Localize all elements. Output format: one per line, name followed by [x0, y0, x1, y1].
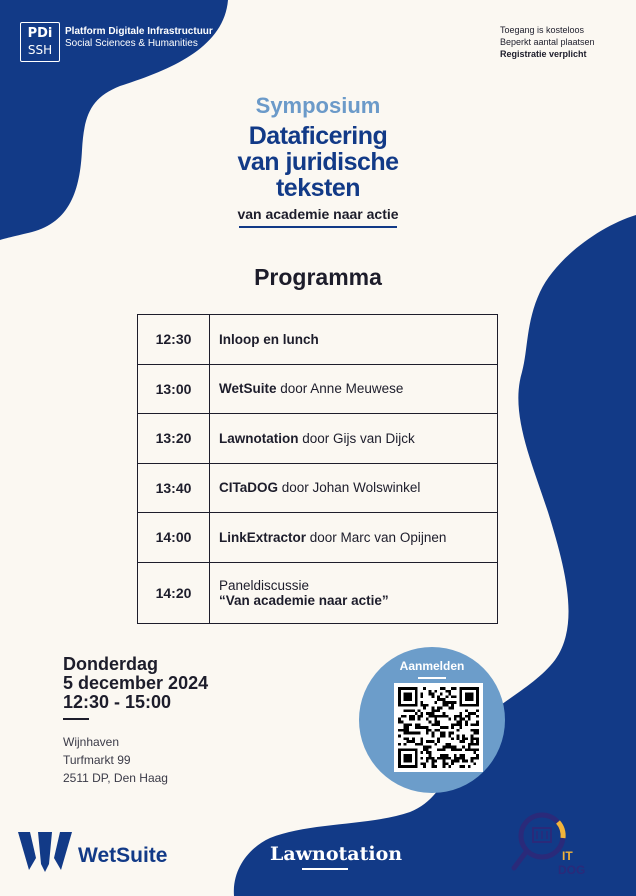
- citadog-text-dog: DOG: [558, 863, 586, 877]
- row-activity: [210, 513, 498, 563]
- event-kicker: Symposium: [255, 93, 381, 118]
- venue-address: [63, 733, 168, 787]
- event-time: 12:30 - 15:00: [63, 692, 172, 712]
- row-activity: [210, 463, 498, 513]
- activity-speaker: door Anne Meuwese: [276, 381, 404, 397]
- lawnotation-underline: [302, 868, 348, 870]
- register-underline: [418, 677, 446, 679]
- event-day: Donderdag: [63, 654, 159, 674]
- citadog-logo: [508, 808, 588, 880]
- row-activity: [210, 414, 498, 464]
- notice-registration: Registratie verplicht: [500, 49, 587, 59]
- panel-title: Paneldiscussie: [219, 577, 310, 593]
- venue-street: Turfmarkt 99: [63, 753, 131, 767]
- activity-title: Inloop en lunch: [219, 331, 319, 347]
- date-divider: [63, 718, 89, 720]
- row-time: 13:40: [138, 463, 210, 513]
- access-notice: [500, 24, 628, 60]
- event-date: 5 december 2024: [63, 673, 209, 693]
- table-row: [138, 364, 498, 414]
- activity-speaker: door Johan Wolswinkel: [278, 480, 421, 496]
- title-line-3: teksten: [275, 174, 361, 202]
- event-datetime: [63, 655, 208, 712]
- notice-limited: Beperkt aantal plaatsen: [500, 37, 595, 47]
- venue-city: 2511 DP, Den Haag: [63, 771, 168, 785]
- activity-title: CITaDOG: [219, 480, 279, 496]
- wetsuite-logo: [16, 828, 168, 880]
- wetsuite-name: WetSuite: [78, 844, 168, 867]
- subtitle-underline: [239, 226, 397, 228]
- organization-name: [65, 26, 213, 50]
- title-line-2: van juridische: [237, 148, 399, 176]
- row-time: 13:00: [138, 364, 210, 414]
- activity-title: Lawnotation: [219, 430, 299, 446]
- row-time: 14:00: [138, 513, 210, 563]
- table-row: [138, 414, 498, 464]
- register-label[interactable]: Aanmelden: [399, 659, 465, 673]
- table-row: [138, 562, 498, 623]
- citadog-handle: [514, 852, 526, 868]
- table-row: [138, 315, 498, 365]
- org-title: Platform Digitale Infrastructuur: [65, 26, 213, 37]
- wetsuite-mark-icon: [16, 828, 74, 874]
- activity-speaker: door Gijs van Dijck: [298, 430, 415, 446]
- register-circle[interactable]: [359, 647, 505, 793]
- notice-free: Toegang is kosteloos: [500, 25, 585, 35]
- activity-speaker: door Marc van Opijnen: [306, 529, 447, 545]
- qr-code-pattern: [398, 687, 479, 768]
- org-subtitle: Social Sciences & Humanities: [65, 38, 198, 49]
- programme-heading: Programma: [254, 264, 382, 290]
- row-activity: [210, 562, 498, 623]
- table-row: [138, 513, 498, 563]
- event-title: [180, 123, 456, 201]
- row-time: 13:20: [138, 414, 210, 464]
- qr-code[interactable]: [394, 683, 483, 772]
- row-activity: [210, 364, 498, 414]
- title-line-1: Dataficering: [248, 122, 388, 150]
- panel-theme: “Van academie naar actie”: [219, 592, 389, 608]
- activity-title: WetSuite: [219, 381, 277, 397]
- row-activity: [210, 315, 498, 365]
- title-block: [180, 92, 456, 228]
- event-subtitle: van academie naar actie: [237, 206, 399, 222]
- citadog-text-it: IT: [562, 849, 573, 863]
- row-time: 12:30: [138, 315, 210, 365]
- pdi-ssh-logo: [20, 22, 60, 62]
- logo-top-text: PDi: [27, 26, 53, 41]
- row-time: 14:20: [138, 562, 210, 623]
- table-row: [138, 463, 498, 513]
- programme-table: [137, 314, 498, 624]
- lawnotation-logo: Lawnotation: [270, 843, 403, 865]
- activity-title: LinkExtractor: [219, 529, 307, 545]
- logo-bottom-text: SSH: [27, 43, 53, 57]
- venue-name: Wijnhaven: [63, 735, 120, 749]
